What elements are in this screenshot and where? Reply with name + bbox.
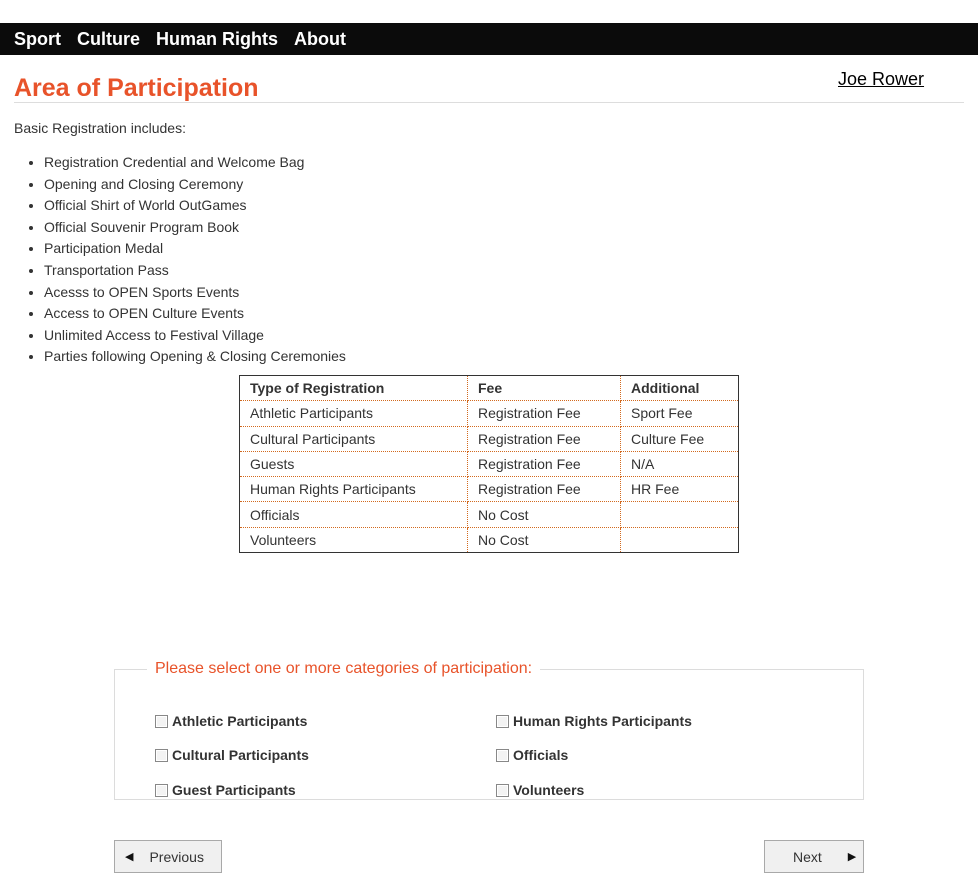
- checkbox-label: Officials: [513, 747, 569, 763]
- column-header: Fee: [468, 376, 621, 401]
- checkbox-label: Volunteers: [513, 782, 585, 798]
- previous-label: Previous: [149, 848, 204, 865]
- includes-list: [14, 152, 346, 368]
- checkbox-box[interactable]: [155, 749, 168, 762]
- table-row: [240, 477, 739, 502]
- table-cell: Cultural Participants: [240, 426, 468, 451]
- table-cell: Registration Fee: [468, 426, 621, 451]
- list-item: • Parties following Opening & Closing Ceremonies: [44, 346, 346, 368]
- table-cell: Registration Fee: [468, 477, 621, 502]
- checkbox-label: Cultural Participants: [172, 747, 309, 763]
- checkbox-cultural[interactable]: [155, 747, 309, 763]
- intro-text: Basic Registration includes:: [14, 120, 186, 136]
- table-cell: [621, 527, 739, 552]
- checkbox-box[interactable]: [155, 784, 168, 797]
- list-item: • Unlimited Access to Festival Village: [44, 325, 346, 347]
- checkbox-box[interactable]: [496, 784, 509, 797]
- list-item: • Official Shirt of World OutGames: [44, 195, 346, 217]
- list-item: • Participation Medal: [44, 238, 346, 260]
- checkbox-human-rights[interactable]: [496, 713, 692, 729]
- page-title: Area of Participation: [14, 74, 259, 102]
- column-header: Additional: [621, 376, 739, 401]
- table-header-row: [240, 376, 739, 401]
- fees-table: [239, 375, 739, 553]
- top-nav: [0, 23, 978, 55]
- column-header: Type of Registration: [240, 376, 468, 401]
- category-legend: Please select one or more categories of participation:: [155, 660, 533, 677]
- list-item: • Official Souvenir Program Book: [44, 217, 346, 239]
- table-row: [240, 401, 739, 426]
- category-fieldset: [114, 660, 864, 800]
- checkbox-box[interactable]: [155, 715, 168, 728]
- checkbox-label: Athletic Participants: [172, 713, 308, 729]
- nav-culture[interactable]: Culture: [77, 29, 140, 49]
- table-cell: No Cost: [468, 527, 621, 552]
- previous-button[interactable]: [114, 840, 222, 873]
- checkbox-officials[interactable]: [496, 747, 568, 763]
- table-cell: Guests: [240, 451, 468, 476]
- checkbox-label: Human Rights Participants: [513, 713, 692, 729]
- table-cell: Athletic Participants: [240, 401, 468, 426]
- table-cell: Volunteers: [240, 527, 468, 552]
- table-cell: N/A: [621, 451, 739, 476]
- table-cell: Registration Fee: [468, 401, 621, 426]
- table-cell: HR Fee: [621, 477, 739, 502]
- checkbox-athletic[interactable]: [155, 713, 307, 729]
- table-cell: [621, 502, 739, 527]
- checkbox-guest[interactable]: [155, 782, 296, 798]
- checkbox-box[interactable]: [496, 749, 509, 762]
- table-cell: Human Rights Participants: [240, 477, 468, 502]
- next-label: Next: [793, 848, 822, 865]
- list-item: • Opening and Closing Ceremony: [44, 174, 346, 196]
- table-cell: No Cost: [468, 502, 621, 527]
- user-name-link[interactable]: Joe Rower: [838, 69, 925, 89]
- triangle-left-icon: ◀: [125, 851, 134, 863]
- nav-sport[interactable]: Sport: [14, 29, 61, 49]
- table-cell: Culture Fee: [621, 426, 739, 451]
- checkbox-label: Guest Participants: [172, 782, 296, 798]
- table-cell: Sport Fee: [621, 401, 739, 426]
- list-item: • Transportation Pass: [44, 260, 346, 282]
- table-row: [240, 527, 739, 552]
- list-item: • Access to OPEN Culture Events: [44, 303, 346, 325]
- table-cell: Officials: [240, 502, 468, 527]
- table-row: [240, 426, 739, 451]
- list-item: • Registration Credential and Welcome Bag: [44, 152, 346, 174]
- table-cell: Registration Fee: [468, 451, 621, 476]
- triangle-right-icon: ▶: [847, 851, 857, 863]
- checkbox-volunteers[interactable]: [496, 782, 584, 798]
- list-item: • Acesss to OPEN Sports Events: [44, 282, 346, 304]
- table-row: [240, 502, 739, 527]
- title-divider: [14, 102, 964, 103]
- nav-human-rights[interactable]: Human Rights: [156, 29, 279, 49]
- next-button[interactable]: [764, 840, 864, 873]
- nav-about[interactable]: About: [294, 29, 346, 49]
- table-row: [240, 451, 739, 476]
- checkbox-box[interactable]: [496, 715, 509, 728]
